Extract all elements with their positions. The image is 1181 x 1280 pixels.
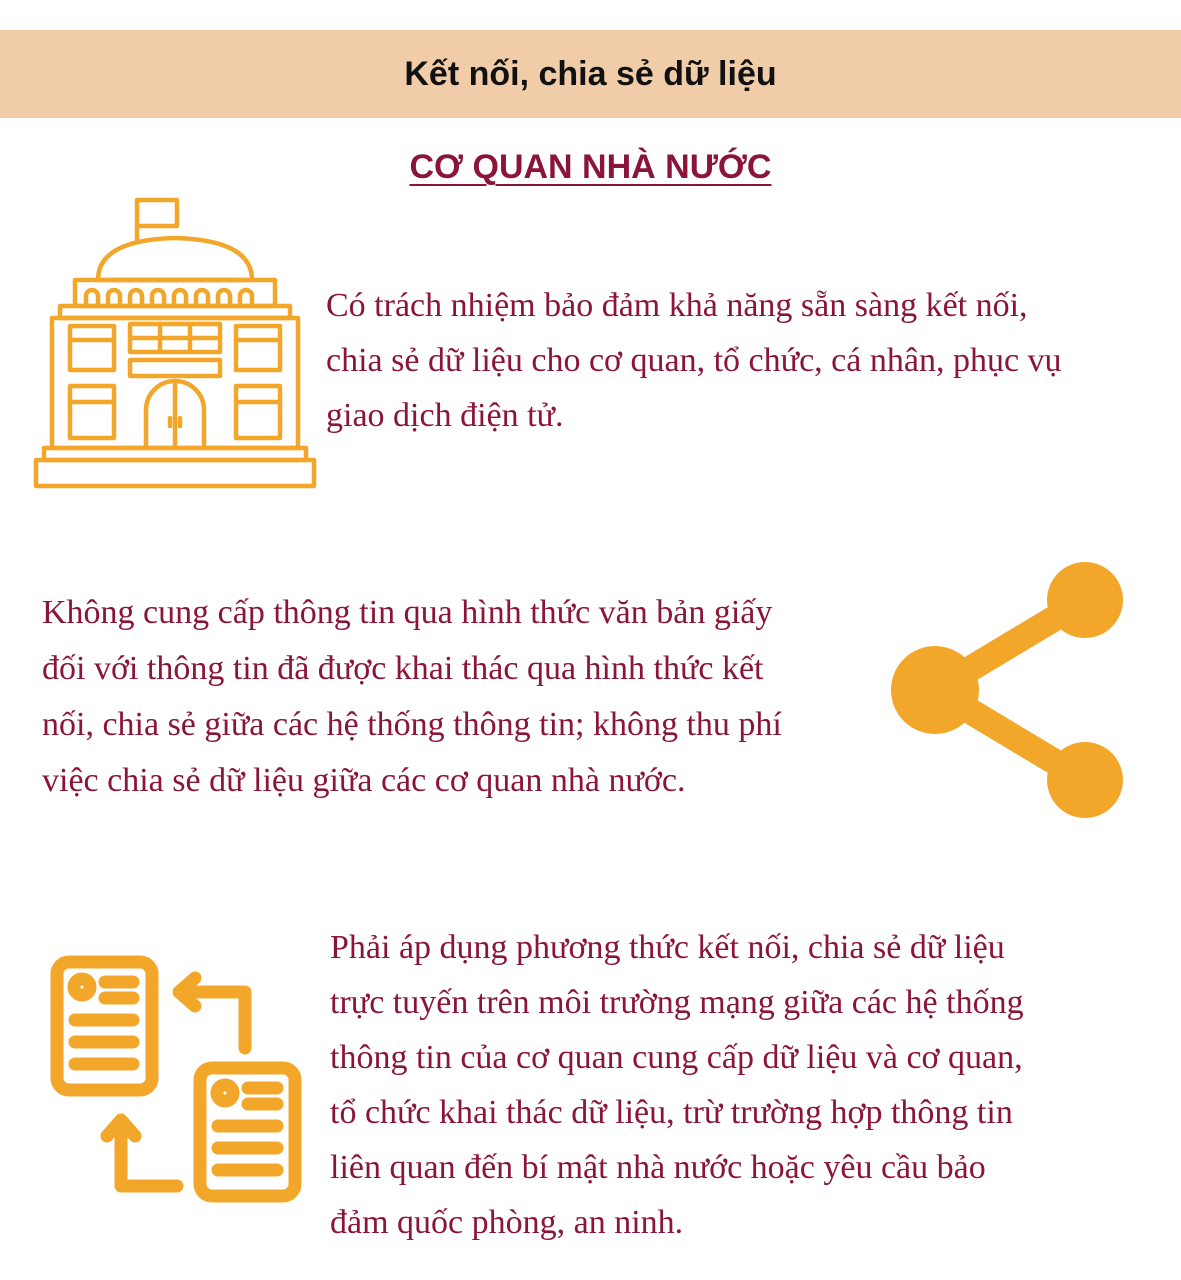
section-title: CƠ QUAN NHÀ NƯỚC (409, 148, 772, 186)
page-title: Kết nối, chia sẻ dữ liệu (404, 54, 777, 93)
item-2-text: Không cung cấp thông tin qua hình thức văn bản giấy đối với thông tin đã được khai thác qua hình thức kết nối, chia sẻ giữa các hệ thống thông tin; không thu phí việc chia sẻ dữ liệu giữa các cơ quan nhà nước. (42, 594, 782, 799)
header-band (0, 30, 1181, 118)
item-3-text: Phải áp dụng phương thức kết nối, chia sẻ dữ liệu trực tuyến trên môi trường mạng giữa các hệ thống thông tin của cơ quan cung cấp dữ liệu và cơ quan, tổ chức khai thác dữ liệu, trừ trường hợp thông tin liên quan đến bí mật nhà nước hoặc yêu cầu bảo đảm quốc phòng, an ninh. (330, 929, 1024, 1241)
document-exchange-icon (45, 950, 310, 1210)
government-building-icon (30, 192, 320, 492)
share-icon (880, 555, 1130, 825)
item-1-text: Có trách nhiệm bảo đảm khả năng sẵn sàng kết nối, chia sẻ dữ liệu cho cơ quan, tổ chức, cá nhân, phục vụ giao dịch điện tử. (326, 287, 1062, 434)
